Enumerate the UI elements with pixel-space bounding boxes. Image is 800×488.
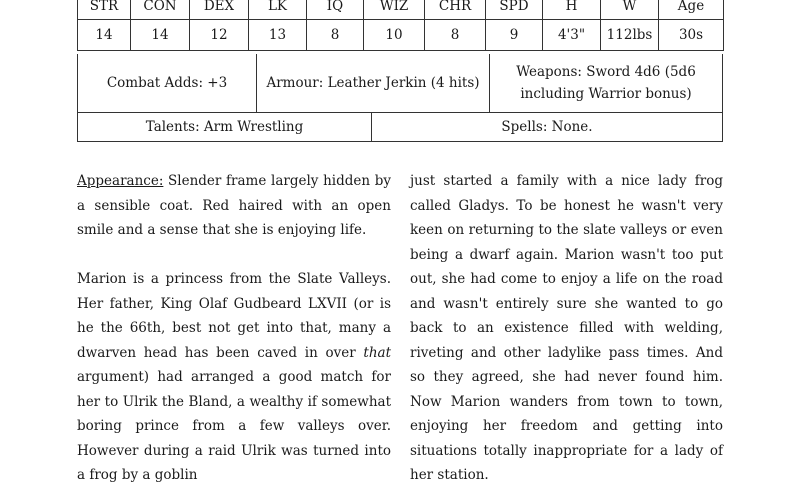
spells-text: Spells: None. [501,118,593,135]
bio-text-1: Marion is a princess from the Slate Valleys. Her father, King Olaf Gudbeard LXVII (or is he the 66th, best not get into that, many a dwarven head has been caved in over [77,271,391,361]
bio-text-2: argument) had arranged a good match for her to Ulrik the Bland, a wealthy if somewhat boring prince from a few valleys over. However during a raid Ulrik was turned into a frog by a goblin [77,369,391,483]
stat-value: 4'3" [543,20,601,51]
stat-header: LK [249,0,307,20]
bio-continued-paragraph: just started a family with a nice lady frog called Gladys. To be honest he wasn't very keen on returning to the slate valleys or even being a dwarf again. Marion wasn't too put out, she had come to enjoy a life on the road and wasn't entirely sure she wanted to go back to an existence filled with welding, riveting and other ladylike pass times. And so they agreed, she had never found him. Now Marion wanders from town to town, enjoying her freedom and getting into situations totally inappropriate for a lady of her station. [410,173,723,483]
appearance-paragraph [77,169,391,243]
right-column [410,169,723,488]
weapons-cell [490,54,722,112]
stat-header: H [543,0,601,20]
stat-header: Age [659,0,724,20]
combat-adds-cell [78,54,257,112]
weapons-line-1: Weapons: Sword 4d6 (5d6 [516,64,696,80]
weapons-line-2: including Warrior bonus) [520,86,692,102]
appearance-label: Appearance: [77,173,164,189]
bio-italic: that [363,344,391,361]
stat-value: 12 [190,20,249,51]
talents-cell [78,112,372,141]
armour-text: Armour: Leather Jerkin (4 hits) [266,75,480,91]
stats-value-row [78,20,724,51]
stat-header: CHR [425,0,486,20]
stat-value: 14 [78,20,131,51]
stat-value: 9 [486,20,543,51]
stat-value: 112lbs [601,20,659,51]
stats-header-row [78,0,724,20]
equipment-row [77,54,723,113]
stat-header: SPD [486,0,543,20]
appearance-text: Slender frame largely hidden by a sensible coat. Red haired with an open smile and a sense that she is enjoying life. [77,173,391,238]
weapons-text [516,61,696,105]
left-column [77,169,391,488]
stat-header: DEX [190,0,249,20]
stat-value: 8 [425,20,486,51]
spells-cell [372,112,722,141]
stat-header: IQ [307,0,364,20]
talents-text: Talents: Arm Wrestling [145,118,304,135]
stats-table [77,0,724,51]
stat-value: 8 [307,20,364,51]
stat-value: 13 [249,20,307,51]
stat-header: STR [78,0,131,20]
stat-header: W [601,0,659,20]
stat-header: CON [131,0,190,20]
abilities-row [77,112,723,142]
stat-header: WIZ [364,0,425,20]
armour-cell [257,54,490,112]
combat-adds-text: Combat Adds: +3 [106,75,228,91]
stat-value: 10 [364,20,425,51]
stat-value: 14 [131,20,190,51]
bio-paragraph [77,267,391,488]
stat-value: 30s [659,20,724,51]
